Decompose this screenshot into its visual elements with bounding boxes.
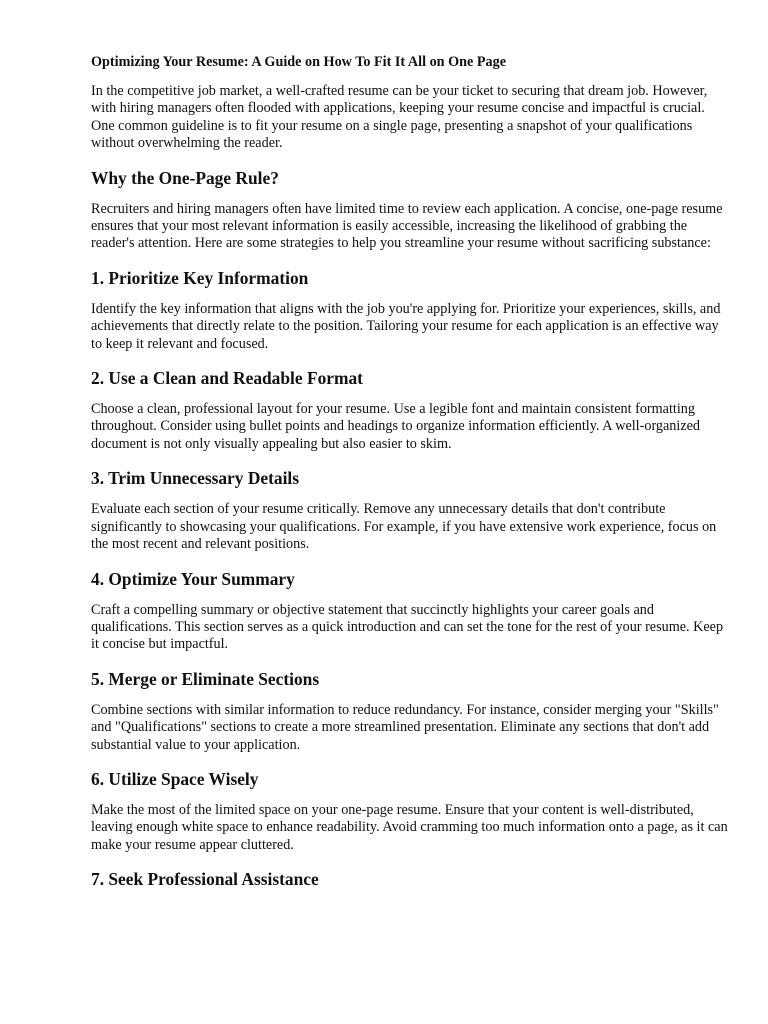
section-optimize-summary bbox=[91, 569, 731, 654]
section-heading: 3. Trim Unnecessary Details bbox=[91, 468, 300, 489]
section-body: Identify the key information that aligns with the job you're applying for. Prioritize your experiences, skills, and achievements that directly relate to the position. Tailoring your resume for each application is an effective way to keep it relevant and focused. bbox=[91, 300, 721, 352]
section-heading: 5. Merge or Eliminate Sections bbox=[91, 668, 320, 689]
section-heading: 4. Optimize Your Summary bbox=[91, 568, 295, 589]
intro-paragraph: In the competitive job market, a well-crafted resume can be your ticket to securing that dream job. However, with hiring managers often flooded with applications, keeping your resume concise and impactful is crucial. One common guideline is to fit your resume on a single page, presenting a snapshot of your qualifications without overwhelming the reader. bbox=[91, 83, 708, 152]
section-merge-eliminate-sections bbox=[91, 669, 731, 754]
document-page bbox=[91, 54, 731, 902]
section-body: Make the most of the limited space on your one-page resume. Ensure that your content is well-distributed, leaving enough white space to enhance readability. Avoid cramming too much information onto a page, as it can make your resume appear cluttered. bbox=[91, 801, 728, 853]
section-heading: Why the One-Page Rule? bbox=[91, 167, 279, 188]
section-prioritize-key-information bbox=[91, 268, 731, 353]
section-body: Choose a clean, professional layout for your resume. Use a legible font and maintain consistent formatting throughout. Consider using bullet points and headings to organize information efficiently. A well-organized document is not only visually appealing but also easier to skim. bbox=[91, 401, 701, 452]
section-heading: 2. Use a Clean and Readable Format bbox=[91, 368, 363, 389]
section-heading: 1. Prioritize Key Information bbox=[91, 267, 309, 288]
section-trim-unnecessary-details bbox=[91, 468, 731, 553]
section-utilize-space-wisely bbox=[91, 769, 731, 854]
section-clean-readable-format bbox=[91, 368, 731, 453]
section-heading: 7. Seek Professional Assistance bbox=[91, 869, 319, 890]
section-body: Recruiters and hiring managers often have limited time to review each application. A concise, one-page resume ensures that your most relevant information is easily accessible, increasing the likelihood of grabbing the reader's attention. Here are some strategies to help you streamline your resume without sacrificing substance: bbox=[91, 200, 723, 252]
section-heading: 6. Utilize Space Wisely bbox=[91, 768, 259, 789]
section-body: Evaluate each section of your resume critically. Remove any unnecessary details that don't contribute significantly to showcasing your qualifications. For example, if you have extensive work experience, focus on the most recent and relevant positions. bbox=[91, 501, 717, 553]
document-title: Optimizing Your Resume: A Guide on How To Fit It All on One Page bbox=[91, 54, 507, 70]
section-one-page-rule bbox=[91, 168, 731, 253]
section-body: Combine sections with similar information to reduce redundancy. For instance, consider merging your "Skills" and "Qualifications" sections to create a more streamlined presentation. Eliminate any sections that don't add substantial value to your application. bbox=[91, 701, 719, 753]
section-seek-professional-assistance bbox=[91, 869, 731, 889]
section-body: Craft a compelling summary or objective statement that succinctly highlights your career goals and qualifications. This section serves as a quick introduction and can set the tone for the rest of your resume. Keep it concise but impactful. bbox=[91, 601, 724, 653]
